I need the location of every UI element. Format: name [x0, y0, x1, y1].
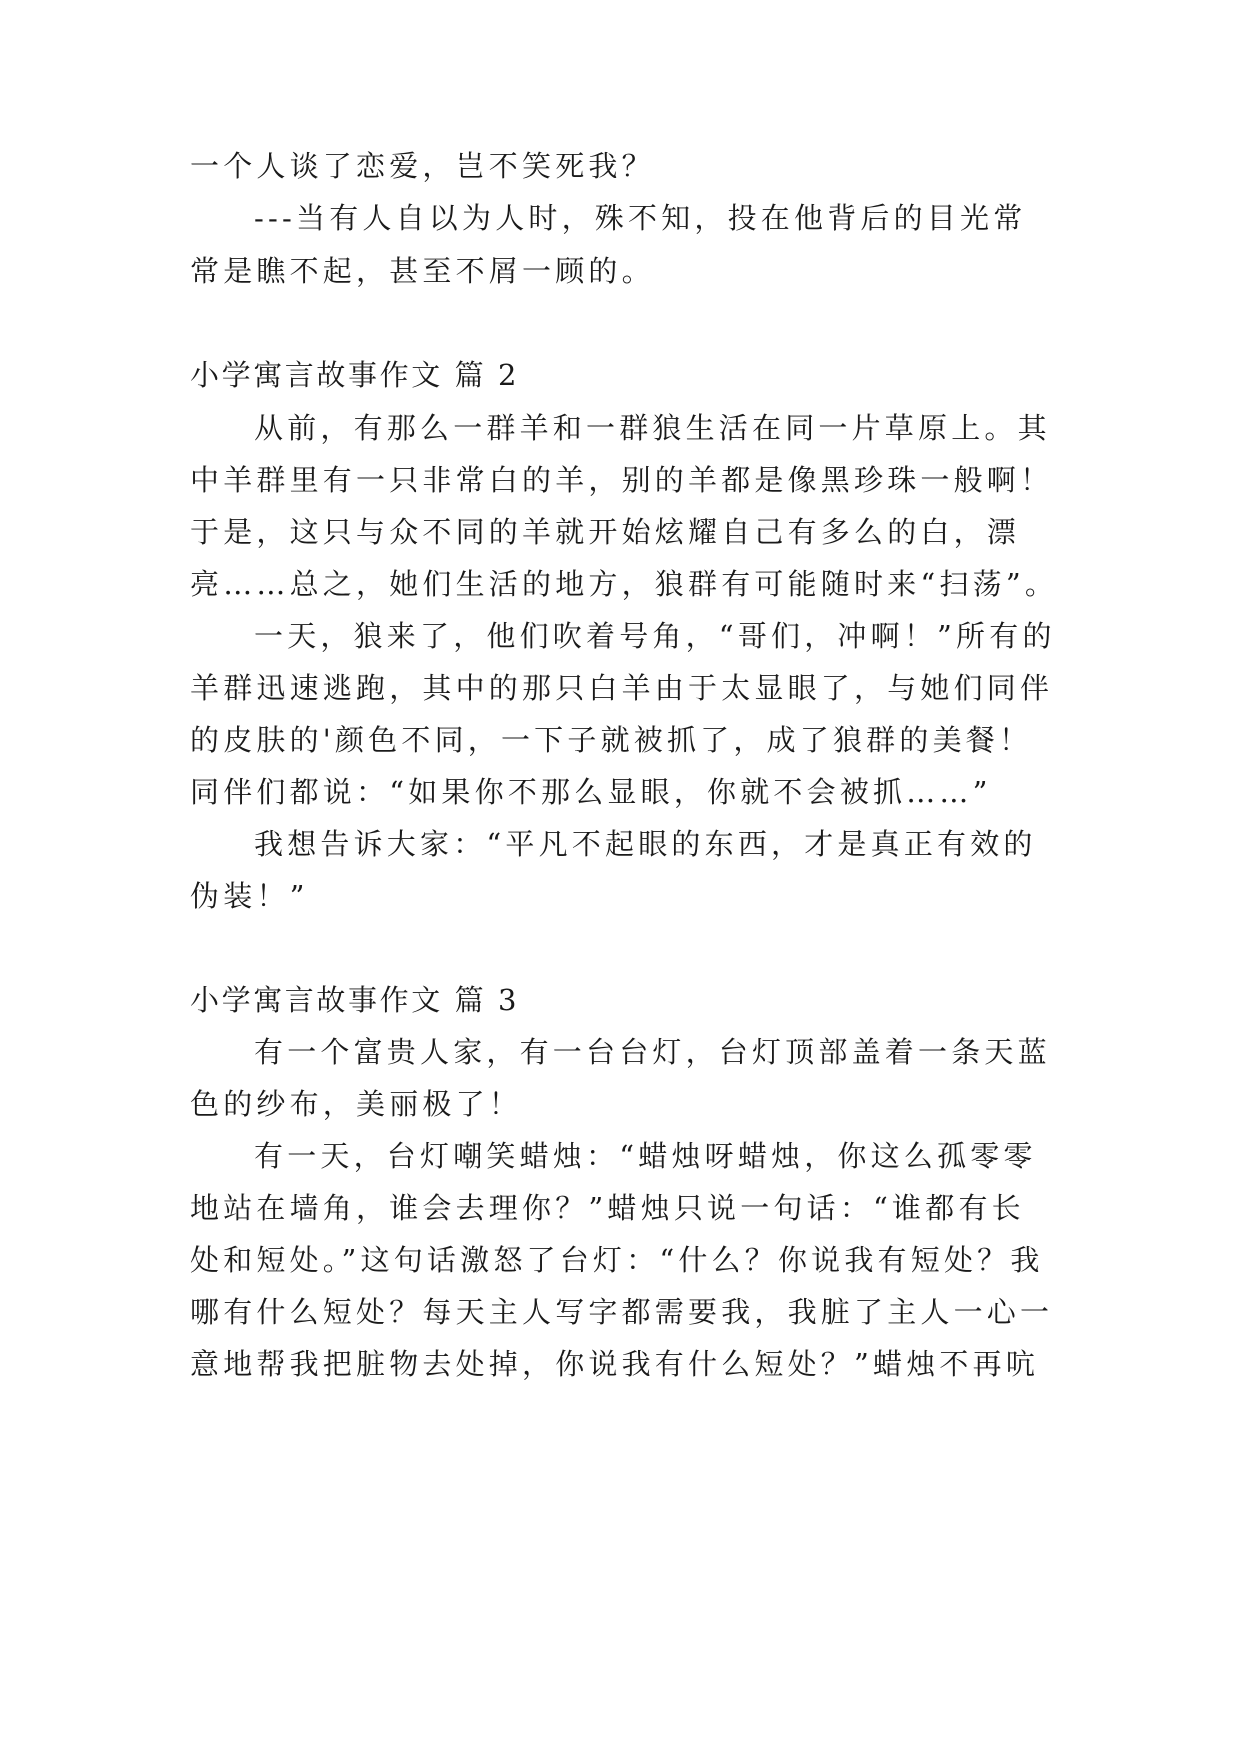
- text-line: 处和短处。”这句话激怒了台灯：“什么？你说我有短处？我: [190, 1243, 1044, 1277]
- section-heading: 小学寓言故事作文 篇 2: [190, 358, 520, 392]
- text-line: 从前，有那么一群羊和一群狼生活在同一片草原上。其: [254, 411, 1051, 445]
- text-line: 地站在墙角，谁会去理你？”蜡烛只说一句话：“谁都有长: [190, 1191, 1025, 1225]
- text-line: 意地帮我把脏物去处掉，你说我有什么短处？”蜡烛不再吭: [190, 1347, 1040, 1381]
- text-line: 的皮肤的'颜色不同，一下子就被抓了，成了狼群的美餐！: [190, 723, 1033, 757]
- text-line: 羊群迅速逃跑，其中的那只白羊由于太显眼了，与她们同伴: [190, 671, 1054, 705]
- text-line: 亮……总之，她们生活的地方，狼群有可能随时来“扫荡”。: [190, 567, 1059, 601]
- text-line: 常是瞧不起，甚至不屑一顾的。: [190, 254, 655, 288]
- text-line: 一天，狼来了，他们吹着号角，“哥们，冲啊！”所有的: [254, 619, 1056, 653]
- text-line: 色的纱布，美丽极了！: [190, 1087, 523, 1121]
- text-line: 有一个富贵人家，有一台台灯，台灯顶部盖着一条天蓝: [254, 1035, 1051, 1069]
- text-line: 伪装！”: [190, 879, 309, 913]
- section-heading: 小学寓言故事作文 篇 3: [190, 983, 520, 1017]
- text-line: ---当有人自以为人时，殊不知，投在他背后的目光常: [254, 201, 1027, 235]
- text-line: 哪有什么短处？每天主人写字都需要我，我脏了主人一心一: [190, 1295, 1054, 1329]
- text-line: 于是，这只与众不同的羊就开始炫耀自己有多么的白，漂: [190, 515, 1021, 549]
- text-line: 有一天，台灯嘲笑蜡烛：“蜡烛呀蜡烛，你这么孤零零: [254, 1139, 1037, 1173]
- text-line: 我想告诉大家：“平凡不起眼的东西，才是真正有效的: [254, 827, 1037, 861]
- text-line: 中羊群里有一只非常白的羊，别的羊都是像黑珍珠一般啊！: [190, 463, 1054, 497]
- text-line: 同伴们都说：“如果你不那么显眼，你就不会被抓……”: [190, 775, 992, 809]
- text-line: 一个人谈了恋爱，岂不笑死我？: [190, 149, 655, 183]
